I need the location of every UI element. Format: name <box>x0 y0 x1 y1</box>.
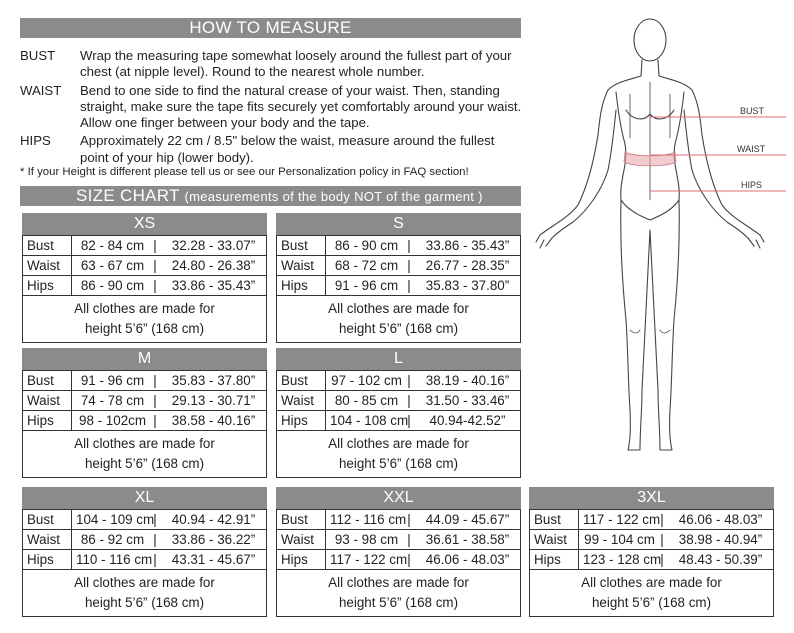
height-note-line1: All clothes are made for <box>74 301 215 316</box>
size-row-waist <box>23 256 267 276</box>
separator: | <box>407 393 411 408</box>
separator: | <box>407 238 411 253</box>
row-values <box>326 391 521 411</box>
size-row-hips <box>530 550 774 570</box>
size-name: S <box>276 213 521 235</box>
row-values <box>326 510 521 530</box>
row-values <box>326 236 521 256</box>
cm-value: 117 - 122 cm <box>330 552 408 567</box>
height-note-line1: All clothes are made for <box>328 301 469 316</box>
cm-value: 104 - 108 cm <box>330 413 409 428</box>
row-values <box>72 391 267 411</box>
row-values <box>72 530 267 550</box>
size-row-waist <box>277 530 521 550</box>
size-footer-row <box>277 296 521 343</box>
size-name: 3XL <box>529 487 774 509</box>
size-chart-note: (measurements of the body NOT of the garment ) <box>184 189 483 204</box>
row-values <box>326 550 521 570</box>
separator: | <box>153 413 157 428</box>
row-values <box>72 411 267 431</box>
cm-value: 74 - 78 cm <box>80 393 145 408</box>
size-table <box>22 370 267 478</box>
size-table <box>529 509 774 617</box>
definition-term: HIPS <box>20 133 51 149</box>
definition-hips <box>20 133 525 166</box>
height-note <box>277 296 521 343</box>
row-label: Hips <box>277 276 326 296</box>
size-row-waist <box>23 530 267 550</box>
size-name: XS <box>22 213 267 235</box>
cm-value: 99 - 104 cm <box>584 532 655 547</box>
size-row-bust <box>530 510 774 530</box>
size-chart-title-bar <box>20 186 521 206</box>
inch-value: 40.94 - 42.91” <box>171 512 256 527</box>
inch-value: 38.19 - 40.16” <box>425 373 510 388</box>
height-note <box>277 431 521 478</box>
inch-value: 43.31 - 45.67” <box>171 552 256 567</box>
inch-value: 38.98 - 40.94” <box>678 532 763 547</box>
row-label: Hips <box>277 550 326 570</box>
cm-value: 123 - 128 cm <box>583 552 662 567</box>
row-values <box>72 276 267 296</box>
size-card-3xl <box>529 487 774 617</box>
row-values <box>326 530 521 550</box>
size-table <box>22 509 267 617</box>
size-name: XXL <box>276 487 521 509</box>
separator: | <box>407 258 411 273</box>
row-label: Hips <box>23 411 72 431</box>
separator: | <box>153 552 157 567</box>
separator: | <box>153 238 157 253</box>
cm-value: 86 - 92 cm <box>80 532 145 547</box>
size-table <box>276 370 521 478</box>
inch-value: 33.86 - 35.43” <box>425 238 510 253</box>
inch-value: 29.13 - 30.71” <box>171 393 256 408</box>
inch-value: 46.06 - 48.03” <box>678 512 763 527</box>
separator: | <box>153 373 157 388</box>
inch-value: 36.61 - 38.58” <box>425 532 510 547</box>
size-footer-row <box>277 431 521 478</box>
row-label: Bust <box>23 236 72 256</box>
waist-label: WAIST <box>737 144 766 154</box>
size-row-hips <box>23 276 267 296</box>
separator: | <box>153 393 157 408</box>
inch-value: 24.80 - 26.38” <box>171 258 256 273</box>
cm-value: 91 - 96 cm <box>80 373 145 388</box>
size-row-waist <box>530 530 774 550</box>
cm-value: 117 - 122 cm <box>583 512 661 527</box>
row-label: Waist <box>530 530 579 550</box>
height-note-line1: All clothes are made for <box>581 575 722 590</box>
height-note-line2: height 5’6” (168 cm) <box>338 321 459 336</box>
definition-text: Bend to one side to find the natural crease of your waist. Then, standing straight, make sure the tape fits securely yet comfortably around your waist. Allow one finger between your body and the tape. <box>80 82 522 131</box>
row-label: Bust <box>277 236 326 256</box>
inch-value: 26.77 - 28.35” <box>425 258 510 273</box>
height-note-line2: height 5’6” (168 cm) <box>84 595 205 610</box>
cm-value: 82 - 84 cm <box>80 238 145 253</box>
row-values <box>579 530 774 550</box>
height-note-line1: All clothes are made for <box>328 436 469 451</box>
height-note-line2: height 5’6” (168 cm) <box>84 456 205 471</box>
height-note <box>530 570 774 617</box>
size-row-bust <box>277 371 521 391</box>
separator: | <box>407 552 411 567</box>
row-label: Bust <box>277 371 326 391</box>
bust-label: BUST <box>740 106 765 116</box>
how-to-measure-title: HOW TO MEASURE <box>20 18 521 38</box>
row-values <box>579 550 774 570</box>
separator: | <box>153 512 157 527</box>
row-values <box>72 256 267 276</box>
row-label: Waist <box>23 391 72 411</box>
height-note-line1: All clothes are made for <box>74 575 215 590</box>
height-note-line2: height 5’6” (168 cm) <box>591 595 712 610</box>
size-card-l <box>276 348 521 478</box>
body-figure-illustration <box>528 10 790 460</box>
definition-waist <box>20 83 525 132</box>
inch-value: 33.86 - 35.43” <box>171 278 256 293</box>
height-note <box>23 570 267 617</box>
separator: | <box>153 532 157 547</box>
definition-term: BUST <box>20 48 56 63</box>
height-footnote: * If your Height is different please tell us or see our Personalization policy in FAQ section! <box>20 166 469 178</box>
separator: | <box>660 552 664 567</box>
row-values <box>579 510 774 530</box>
row-label: Bust <box>23 371 72 391</box>
separator: | <box>660 512 664 527</box>
size-name: L <box>276 348 521 370</box>
separator: | <box>407 373 411 388</box>
measure-definitions <box>20 48 525 168</box>
inch-value: 35.83 - 37.80” <box>171 373 256 388</box>
size-table <box>276 235 521 343</box>
definition-term: WAIST <box>20 82 62 98</box>
size-row-hips <box>277 276 521 296</box>
separator: | <box>407 278 411 293</box>
separator: | <box>407 532 411 547</box>
row-values <box>72 371 267 391</box>
definition-bust <box>20 48 525 81</box>
size-footer-row <box>23 296 267 343</box>
inch-value: 46.06 - 48.03” <box>425 552 510 567</box>
row-values <box>326 411 521 431</box>
height-note-line1: All clothes are made for <box>328 575 469 590</box>
definition-text: Approximately 22 cm / 8.5" below the waist, measure around the fullest point of your hip (lower body). <box>80 133 495 165</box>
row-label: Bust <box>530 510 579 530</box>
inch-value: 40.94-42.52” <box>429 413 506 428</box>
size-footer-row <box>530 570 774 617</box>
height-note <box>277 570 521 617</box>
row-label: Hips <box>23 550 72 570</box>
size-row-bust <box>23 510 267 530</box>
size-card-xxl <box>276 487 521 617</box>
cm-value: 97 - 102 cm <box>331 373 402 388</box>
inch-value: 31.50 - 33.46” <box>425 393 510 408</box>
inch-value: 33.86 - 36.22” <box>171 532 256 547</box>
row-values <box>72 510 267 530</box>
size-row-waist <box>277 256 521 276</box>
size-row-hips <box>23 411 267 431</box>
size-row-bust <box>277 510 521 530</box>
size-row-hips <box>277 550 521 570</box>
cm-value: 112 - 116 cm <box>330 512 407 527</box>
inch-value: 38.58 - 40.16” <box>171 413 256 428</box>
size-table <box>22 235 267 343</box>
row-values <box>326 371 521 391</box>
size-footer-row <box>23 431 267 478</box>
inch-value: 48.43 - 50.39” <box>678 552 763 567</box>
size-card-xl <box>22 487 267 617</box>
definition-text: Wrap the measuring tape somewhat loosely around the fullest part of your chest (at nipple level). Round to the nearest whole number. <box>80 48 512 80</box>
size-row-bust <box>23 371 267 391</box>
size-table <box>276 509 521 617</box>
size-row-bust <box>277 236 521 256</box>
size-footer-row <box>277 570 521 617</box>
size-row-hips <box>277 411 521 431</box>
cm-value: 91 - 96 cm <box>334 278 399 293</box>
cm-value: 80 - 85 cm <box>334 393 399 408</box>
row-label: Bust <box>23 510 72 530</box>
row-label: Waist <box>277 256 326 276</box>
separator: | <box>660 532 664 547</box>
inch-value: 44.09 - 45.67” <box>425 512 510 527</box>
separator: | <box>153 258 157 273</box>
row-values <box>326 256 521 276</box>
row-label: Waist <box>277 391 326 411</box>
height-note <box>23 296 267 343</box>
cm-value: 68 - 72 cm <box>334 258 399 273</box>
size-row-hips <box>23 550 267 570</box>
cm-value: 98 - 102cm <box>79 413 146 428</box>
row-label: Waist <box>277 530 326 550</box>
separator: | <box>153 278 157 293</box>
height-note-line2: height 5’6” (168 cm) <box>338 456 459 471</box>
size-card-xs <box>22 213 267 343</box>
row-label: Hips <box>530 550 579 570</box>
row-values <box>326 276 521 296</box>
size-name: M <box>22 348 267 370</box>
row-label: Waist <box>23 530 72 550</box>
size-chart-title: SIZE CHART <box>76 186 180 205</box>
height-note-line2: height 5’6” (168 cm) <box>84 321 205 336</box>
hips-label: HIPS <box>741 180 763 190</box>
size-row-bust <box>23 236 267 256</box>
cm-value: 93 - 98 cm <box>334 532 399 547</box>
cm-value: 86 - 90 cm <box>80 278 145 293</box>
height-note-line2: height 5’6” (168 cm) <box>338 595 459 610</box>
separator: | <box>407 512 411 527</box>
size-row-waist <box>277 391 521 411</box>
size-row-waist <box>23 391 267 411</box>
row-values <box>72 236 267 256</box>
size-name: XL <box>22 487 267 509</box>
inch-value: 35.83 - 37.80” <box>425 278 510 293</box>
size-card-m <box>22 348 267 478</box>
cm-value: 86 - 90 cm <box>334 238 399 253</box>
size-footer-row <box>23 570 267 617</box>
separator: | <box>407 413 411 428</box>
row-label: Hips <box>277 411 326 431</box>
cm-value: 104 - 109 cm <box>76 512 155 527</box>
cm-value: 110 - 116 cm <box>76 552 153 567</box>
row-values <box>72 550 267 570</box>
row-label: Waist <box>23 256 72 276</box>
height-note-line1: All clothes are made for <box>74 436 215 451</box>
height-note <box>23 431 267 478</box>
row-label: Hips <box>23 276 72 296</box>
size-card-s <box>276 213 521 343</box>
row-label: Bust <box>277 510 326 530</box>
cm-value: 63 - 67 cm <box>80 258 145 273</box>
inch-value: 32.28 - 33.07” <box>171 238 256 253</box>
